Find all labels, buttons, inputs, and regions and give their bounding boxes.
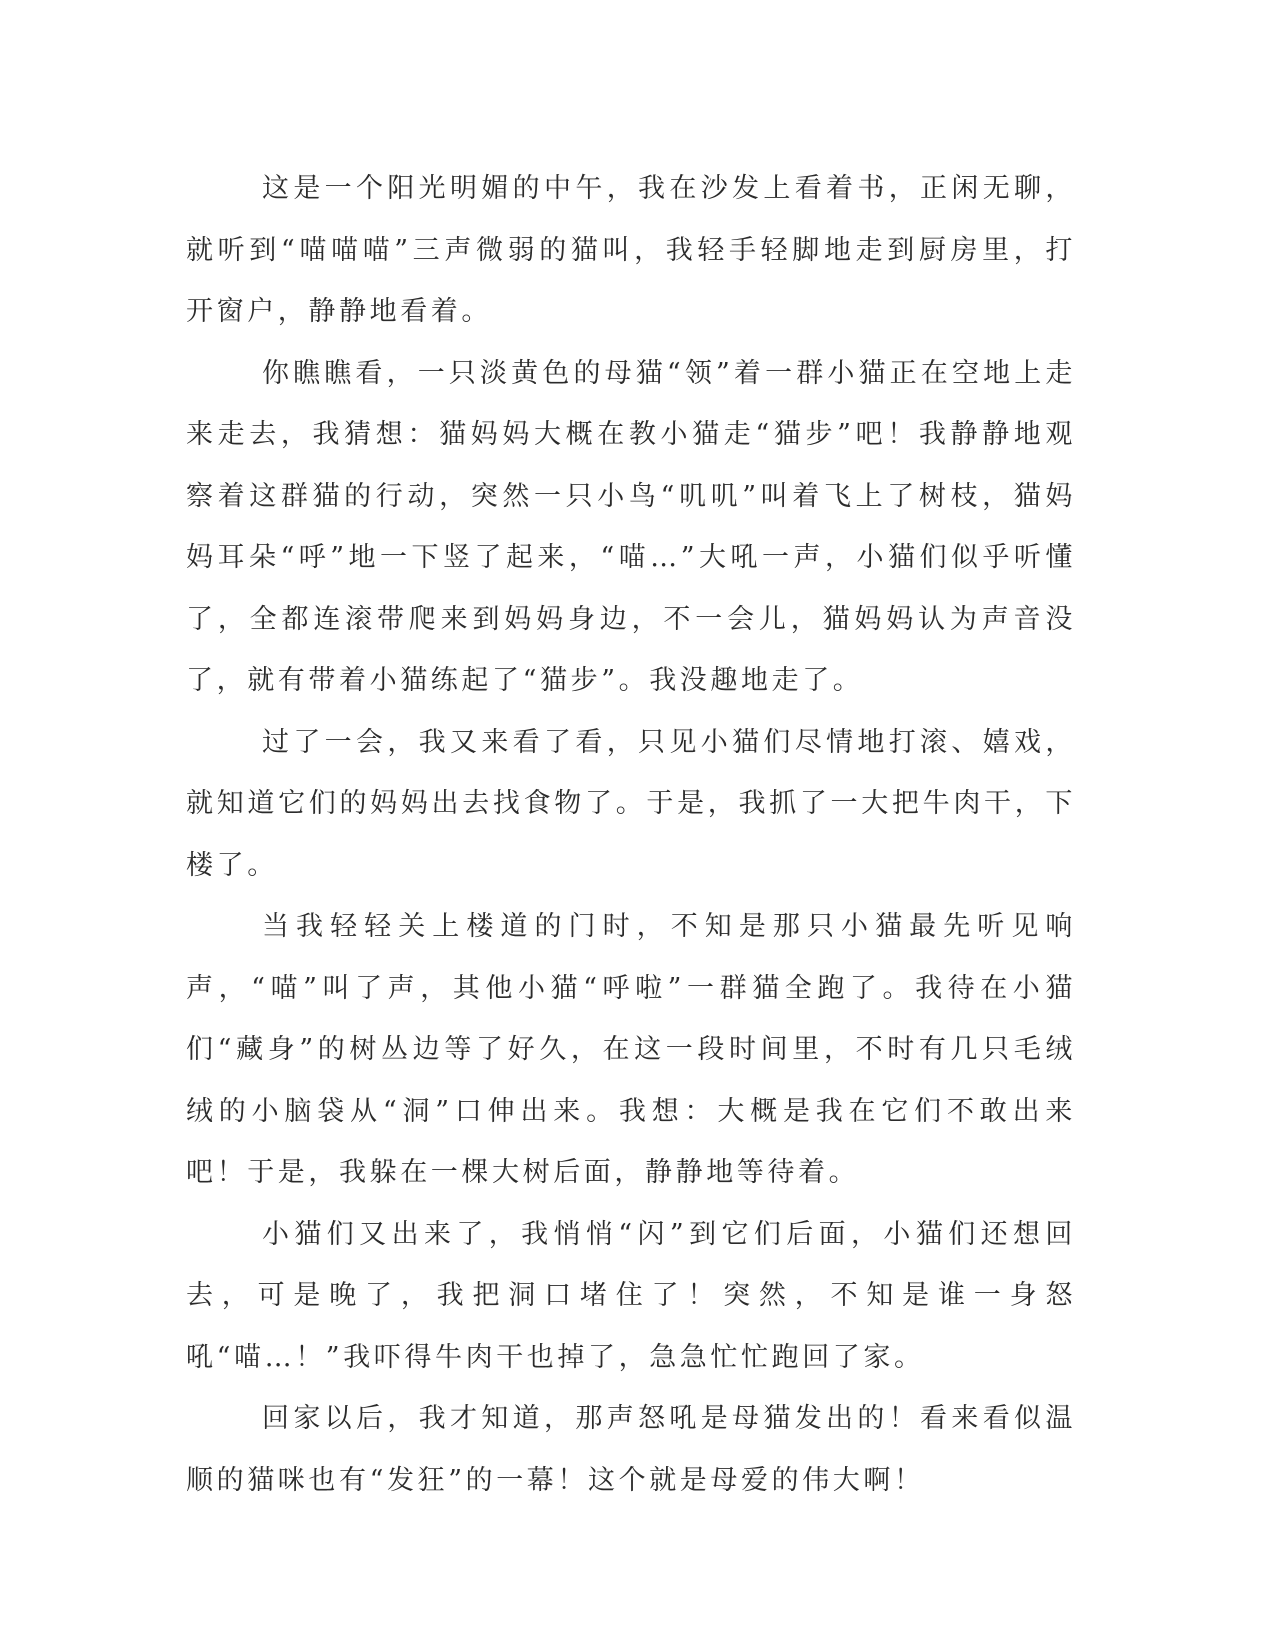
paragraph-3: 过了一会，我又来看了看，只见小猫们尽情地打滚、嬉戏，就知道它们的妈妈出去找食物了。于是，我抓了一大把牛肉干，下楼了。 <box>186 726 1076 881</box>
paragraph-2: 你瞧瞧看，一只淡黄色的母猫“领”着一群小猫正在空地上走来走去，我猜想：猫妈妈大概在教小猫走“猫步”吧！我静静地观察着这群猫的行动，突然一只小鸟“叽叽”叫着飞上了树枝，猫妈妈耳朵“呼”地一下竖了起来，“喵…”大吼一声，小猫们似乎听懂了，全都连滚带爬来到妈妈身边，不一会儿，猫妈妈认为声音没了，就有带着小猫练起了“猫步”。我没趣地走了。 <box>186 357 1076 696</box>
paragraph-1: 这是一个阳光明媚的中午，我在沙发上看着书，正闲无聊，就听到“喵喵喵”三声微弱的猫叫，我轻手轻脚地走到厨房里，打开窗户，静静地看着。 <box>186 173 1076 327</box>
paragraph-4: 当我轻轻关上楼道的门时，不知是那只小猫最先听见响声，“喵”叫了声，其他小猫“呼啦”一群猫全跑了。我待在小猫们“藏身”的树丛边等了好久，在这一段时间里，不时有几只毛绒绒的小脑袋从“洞”口伸出来。我想：大概是我在它们不敢出来吧！于是，我躲在一棵大树后面，静静地等待着。 <box>186 911 1076 1188</box>
essay-body <box>186 158 1076 1511</box>
paragraph-5: 小猫们又出来了，我悄悄“闪”到它们后面，小猫们还想回去，可是晚了，我把洞口堵住了！突然，不知是谁一身怒吼“喵…！”我吓得牛肉干也掉了，急急忙忙跑回了家。 <box>186 1218 1076 1373</box>
paragraph-6: 回家以后，我才知道，那声怒吼是母猫发出的！看来看似温顺的猫咪也有“发狂”的一幕！这个就是母爱的伟大啊！ <box>186 1403 1076 1496</box>
